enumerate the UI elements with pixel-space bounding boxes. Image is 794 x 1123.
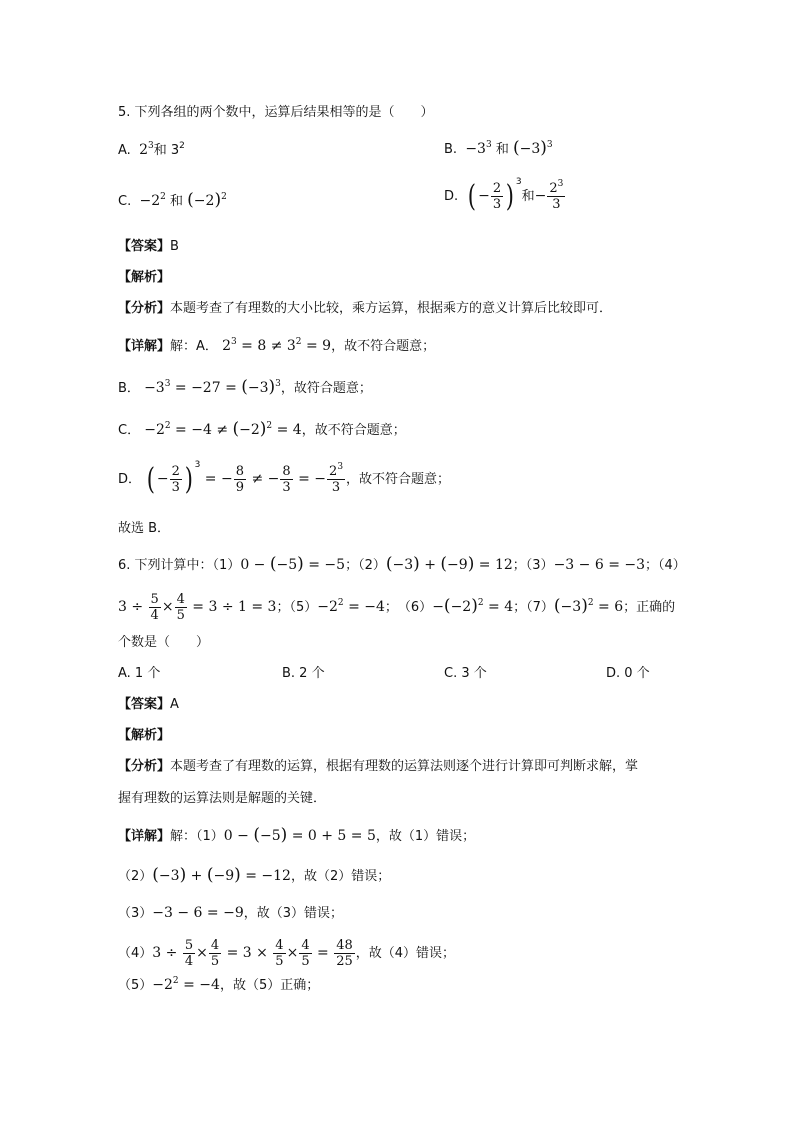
q5-detail-a: 【详解】解：A． $2^3 = 8 \ne 3^2 = 9$，故不符合题意；	[118, 337, 436, 354]
q6-detail-3: （3）−3 − 6 = −9，故（3）错误；	[118, 905, 344, 921]
q5-conclusion: 故选 B．	[118, 521, 171, 536]
q6-stem-line1: 6. 下列计算中：（1）0 − (−5) = −5；（2）(−3) + (−9) = 12；（3）−3 − 6 = −3；（4）	[118, 554, 686, 574]
q5-detail-c: C． $-2^2 = -4 \ne (-2)^2 = 4$，故不符合题意；	[118, 419, 406, 439]
q5-detail-d: D． ( − $\frac{2}{3}$ ) $^3$ = − $\frac{8}{9}$ ≠ − $\frac{8}{3}$ = − $\frac{2^3}{3}$ ，故不符合题意；	[118, 460, 451, 497]
q5-stem: 5. 下列各组的两个数中，运算后结果相等的是（ ）	[118, 105, 434, 120]
q6-detail-5: $(5)-2^2 = -4$，故（5）正确；	[118, 976, 320, 993]
q6-detail-1: 【详解】解：（1）0 − (−5) = 0 + 5 = 5，故（1）错误；	[118, 825, 476, 845]
q6-answer: 【答案】A	[118, 697, 179, 712]
q6-stem-line2: 3 ÷ $\frac{5}{4}$ × $\frac{4}{5}$ = 3 ÷ 1 = 3；$(5)-2^2 = -4$； $(6)-(-2)^2 = 4$；$(7)(-3)^2 = 6$；正确的	[118, 592, 676, 623]
q6-fenxi-line1: 【分析】本题考查了有理数的运算，根据有理数的运算法则逐个进行计算即可判断求解，掌	[118, 759, 639, 774]
q6-option-a: A. 1 个	[118, 666, 161, 681]
q6-option-b: B. 2 个	[282, 666, 325, 681]
q5-detail-b: B． $-3^3 = -27 = (-3)^3$，故符合题意；	[118, 377, 372, 397]
q6-detail-2: （2）(−3) + (−9) = −12，故（2）错误；	[118, 865, 391, 885]
q6-fenxi-line2: 握有理数的运算法则是解题的关键．	[118, 791, 327, 806]
q5-option-d: D. ( − $\frac{2}{3}$ ) $^3$和− $\frac{2^3}{3}$	[444, 177, 564, 214]
q5-answer: 【答案】B	[118, 239, 179, 254]
q5-fenxi: 【分析】本题考查了有理数的大小比较，乘方运算，根据乘方的意义计算后比较即可．	[118, 301, 613, 316]
q6-option-c: C. 3 个	[444, 666, 487, 681]
q6-option-d: D. 0 个	[606, 666, 650, 681]
q5-option-b: B. $-3^3$ 和 $(-3)^3$	[444, 138, 553, 158]
q6-detail-4: （4）3 ÷ $\frac{5}{4}$ × $\frac{4}{5}$ = 3 × $\frac{4}{5}$ × $\frac{4}{5}$ = $\frac{48}{25}$ ，故（4）错误；	[118, 938, 456, 969]
option-label: A.	[118, 143, 131, 158]
q5-analysis-label: 【解析】	[118, 270, 171, 285]
q5-option-a: A. $2^3$和 $3^2$	[118, 141, 185, 158]
q5-option-c: C. $-2^2$ 和 $(-2)^2$	[118, 190, 227, 210]
q6-stem-line3: 个数是（ ）	[118, 635, 210, 650]
q6-analysis-label: 【解析】	[118, 728, 171, 743]
